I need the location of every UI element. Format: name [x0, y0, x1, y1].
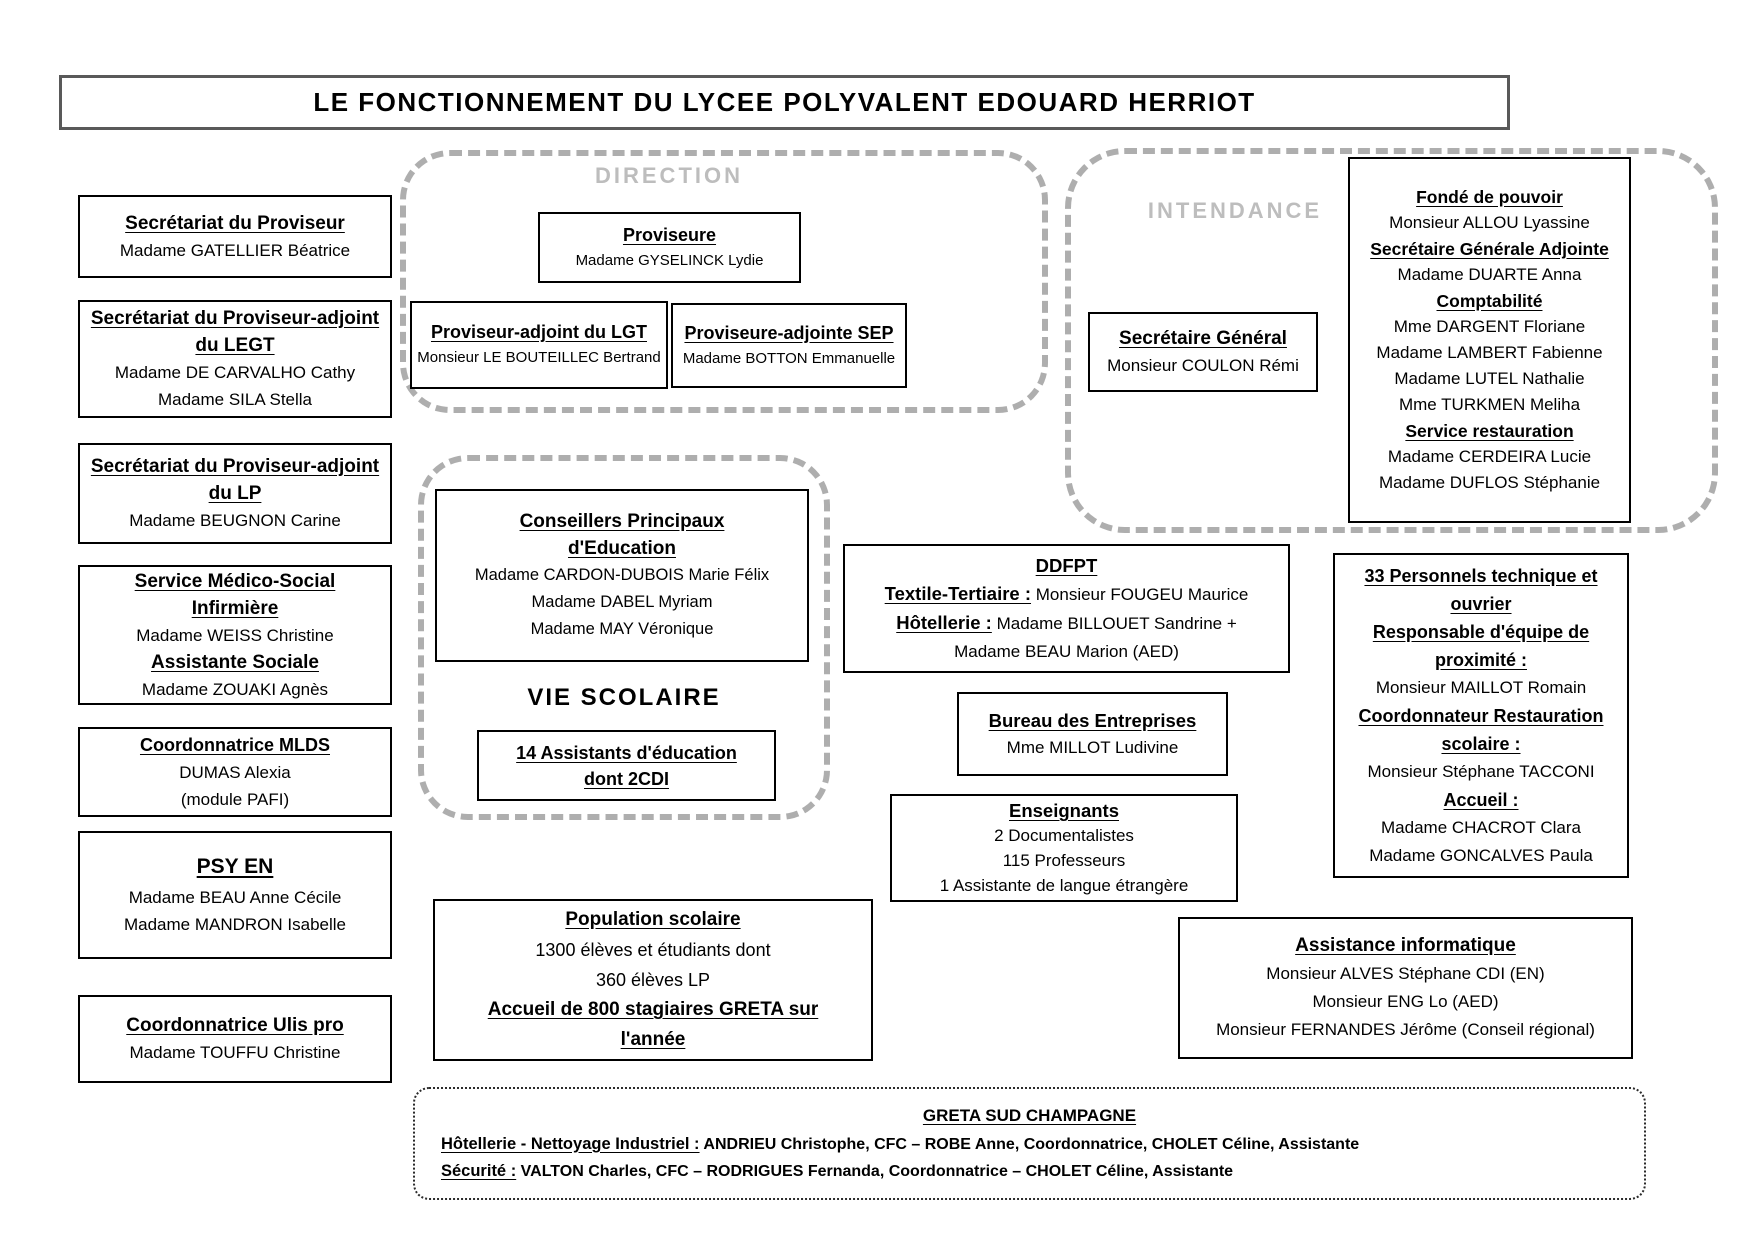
- box-title: Coordonnatrice MLDS: [139, 734, 330, 755]
- person-name: Madame TOUFFU Christine: [129, 1043, 341, 1062]
- box-subtitle: Accueil :: [1443, 789, 1519, 810]
- box-secretariat-proviseur: [78, 195, 392, 278]
- population-line: 360 élèves LP: [595, 970, 711, 990]
- person-name: Monsieur COULON Rémi: [1107, 356, 1299, 375]
- greta-staff: VALTON Charles, CFC – RODRIGUES Fernanda, Coordonnatrice – CHOLET Céline, Assistante: [520, 1162, 1234, 1180]
- box-proviseur-adjoint-lgt: [410, 301, 668, 389]
- person-name: Madame DABEL Myriam: [531, 593, 713, 611]
- box-title: GRETA SUD CHAMPAGNE: [922, 1105, 1137, 1125]
- box-proviseure-adjointe-sep: [671, 303, 907, 388]
- box-subtitle: Assistante Sociale: [151, 651, 319, 673]
- box-mlds: [78, 727, 392, 817]
- box-intendance-staff: [1348, 157, 1631, 523]
- intendance-section-label: INTENDANCE: [1147, 198, 1323, 223]
- person-name: Monsieur ALVES Stéphane CDI (EN): [1266, 964, 1545, 983]
- box-secretaire-general: [1088, 312, 1318, 392]
- box-title: DDFPT: [1035, 554, 1098, 576]
- box-title: 33 Personnels technique et ouvrier: [1364, 565, 1598, 614]
- person-name: (module PAFI): [180, 789, 290, 809]
- box-ulis: [78, 995, 392, 1083]
- box-title: 14 Assistants d'éducation dont 2CDI: [516, 742, 737, 789]
- box-title: Proviseure-adjointe SEP: [684, 322, 894, 343]
- box-title: Secrétariat du Proviseur-adjoint du LP: [90, 456, 380, 504]
- direction-section-label: DIRECTION: [595, 163, 743, 188]
- box-enseignants: [890, 794, 1238, 902]
- person-name: Monsieur ENG Lo (AED): [1312, 992, 1499, 1011]
- person-name: Madame DE CARVALHO Cathy: [114, 363, 356, 382]
- box-subtitle: Service restauration: [1405, 421, 1574, 441]
- person-name: Madame DUFLOS Stéphanie: [1378, 473, 1601, 492]
- role-label: Hôtellerie :: [896, 611, 992, 633]
- box-title: Coordonnatrice Ulis pro: [126, 1015, 344, 1036]
- ddfpt-hotellerie-line: [896, 609, 1237, 638]
- person-name: Madame BEAU Marion (AED): [954, 641, 1179, 661]
- box-cpe: [435, 489, 809, 662]
- box-title: Population scolaire: [565, 909, 741, 930]
- staff-count: 2 Documentalistes: [994, 826, 1134, 845]
- person-name: Madame BEAU Anne Cécile: [128, 887, 342, 907]
- person-name: Monsieur FERNANDES Jérôme (Conseil régional): [1216, 1020, 1595, 1039]
- person-name: Monsieur ALLOU Lyassine: [1389, 213, 1590, 232]
- greta-line: [441, 1131, 1618, 1158]
- person-name: Monsieur FOUGEU Maurice: [1035, 584, 1249, 604]
- person-name: Madame MANDRON Isabelle: [123, 914, 346, 934]
- box-title: Proviseur-adjoint du LGT: [430, 322, 647, 342]
- box-title: Secrétariat du Proviseur: [125, 212, 345, 234]
- person-name: Madame LAMBERT Fabienne: [1376, 343, 1603, 362]
- person-name: Madame LUTEL Nathalie: [1394, 369, 1585, 388]
- box-title: Fondé de pouvoir: [1416, 187, 1563, 207]
- box-secretariat-legt: [78, 300, 392, 418]
- staff-count: 115 Professeurs: [1002, 851, 1126, 870]
- box-title: PSY EN: [196, 854, 274, 878]
- box-subtitle: Comptabilité: [1436, 291, 1543, 311]
- person-name: Madame BEUGNON Carine: [129, 511, 341, 530]
- person-name: DUMAS Alexia: [179, 762, 291, 782]
- box-title: Bureau des Entreprises: [988, 710, 1197, 731]
- person-name: Madame BILLOUET Sandrine +: [996, 613, 1237, 633]
- person-name: Madame CHACROT Clara: [1381, 817, 1581, 837]
- box-subtitle: Infirmière: [191, 597, 279, 619]
- box-title: Proviseure: [622, 224, 717, 245]
- person-name: Madame ZOUAKI Agnès: [141, 679, 329, 699]
- box-title: Conseillers Principaux d'Education: [519, 511, 725, 559]
- box-greta: [413, 1087, 1646, 1200]
- box-subtitle: Responsable d'équipe de proximité :: [1372, 621, 1590, 670]
- greta-line: [441, 1158, 1618, 1185]
- box-subtitle: Coordonnateur Restauration scolaire :: [1358, 705, 1604, 754]
- person-name: Monsieur LE BOUTEILLEC Bertrand: [417, 349, 661, 366]
- box-title: Enseignants: [1009, 800, 1119, 821]
- staff-count: 1 Assistante de langue étrangère: [939, 876, 1189, 895]
- person-name: Mme MILLOT Ludivine: [1006, 738, 1179, 757]
- box-personnels-technique: [1333, 553, 1629, 878]
- box-bureau-entreprises: [957, 692, 1228, 776]
- person-name: Monsieur Stéphane TACCONI: [1367, 761, 1595, 781]
- person-name: Madame GYSELINCK Lydie: [575, 251, 764, 269]
- box-subtitle: Secrétaire Générale Adjointe: [1370, 239, 1609, 259]
- box-title: Service Médico-Social: [134, 570, 336, 592]
- box-psy-en: [78, 831, 392, 959]
- greta-staff: ANDRIEU Christophe, CFC – ROBE Anne, Coordonnatrice, CHOLET Céline, Assistante: [703, 1135, 1360, 1153]
- box-secretariat-lp: [78, 443, 392, 544]
- box-assistance-informatique: [1178, 917, 1633, 1059]
- box-title: Secrétariat du Proviseur-adjoint du LEGT: [90, 308, 380, 356]
- box-medico-social: [78, 565, 392, 705]
- box-title: Assistance informatique: [1295, 935, 1516, 956]
- box-proviseure: [538, 212, 801, 283]
- population-accueil: Accueil de 800 stagiaires GRETA sur l'année: [487, 999, 819, 1050]
- person-name: Madame CERDEIRA Lucie: [1387, 447, 1592, 466]
- person-name: Mme DARGENT Floriane: [1393, 317, 1586, 336]
- person-name: Madame CARDON-DUBOIS Marie Félix: [474, 566, 770, 584]
- box-assistants-education: [477, 730, 776, 801]
- role-label: Sécurité :: [441, 1161, 517, 1180]
- page-title-box: [59, 75, 1510, 130]
- person-name: Madame SILA Stella: [157, 390, 313, 409]
- person-name: Madame GATELLIER Béatrice: [119, 240, 351, 260]
- vie-scolaire-section-label: VIE SCOLAIRE: [527, 684, 721, 711]
- person-name: Monsieur MAILLOT Romain: [1375, 677, 1587, 697]
- person-name: Madame BOTTON Emmanuelle: [682, 349, 896, 367]
- ddfpt-textile-line: [885, 580, 1249, 609]
- role-label: Textile-Tertiaire :: [884, 582, 1032, 604]
- page-title: LE FONCTIONNEMENT DU LYCEE POLYVALENT EDOUARD HERRIOT: [313, 87, 1256, 117]
- person-name: Madame GONCALVES Paula: [1369, 845, 1593, 865]
- box-population-scolaire: [433, 899, 873, 1061]
- person-name: Madame MAY Véronique: [530, 620, 714, 638]
- box-title: Secrétaire Général: [1119, 328, 1287, 349]
- population-line: 1300 élèves et étudiants dont: [535, 940, 771, 960]
- person-name: Mme TURKMEN Meliha: [1398, 395, 1581, 414]
- person-name: Madame WEISS Christine: [136, 625, 334, 645]
- role-label: Hôtellerie - Nettoyage Industriel :: [441, 1134, 700, 1153]
- person-name: Madame DUARTE Anna: [1397, 265, 1582, 284]
- box-ddfpt: [843, 544, 1290, 673]
